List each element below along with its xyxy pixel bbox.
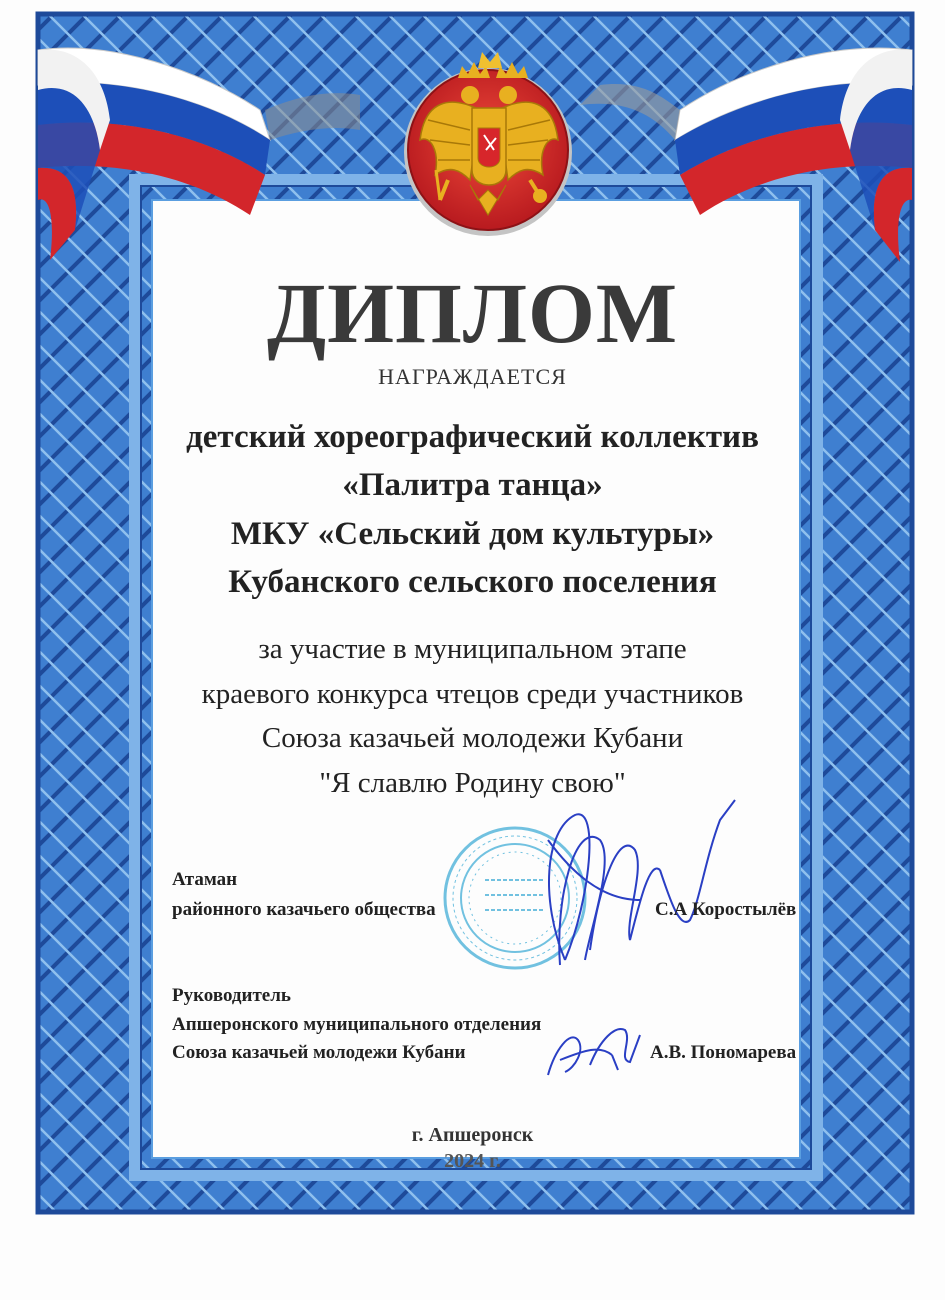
- signer-name: С.А Коростылёв: [655, 899, 797, 920]
- recipient-line: «Палитра танца»: [342, 467, 603, 503]
- reason-line: за участие в муниципальном этапе: [258, 633, 687, 665]
- awarded-label: НАГРАЖДАЕТСЯ: [378, 364, 567, 389]
- reason-line: Союза казачьей молодежи Кубани: [261, 722, 684, 754]
- signer-title-line: Союза казачьей молодежи Кубани: [172, 1042, 466, 1063]
- recipient-line: Кубанского сельского поселения: [228, 564, 717, 600]
- signer-title-line: Атаман: [172, 869, 238, 890]
- footer-city: г. Апшеронск: [411, 1124, 534, 1146]
- diploma-title: ДИПЛОМ: [266, 265, 679, 361]
- footer-year: 2024 г.: [444, 1150, 501, 1172]
- recipient-line: МКУ «Сельский дом культуры»: [230, 516, 715, 552]
- signer-title-line: районного казачьего общества: [172, 899, 436, 920]
- signer-title-line: Руководитель: [172, 985, 291, 1006]
- recipient-line: детский хореографический коллектив: [186, 419, 759, 455]
- reason-line: краевого конкурса чтецов среди участников: [201, 678, 744, 710]
- signer-name: А.В. Пономарева: [650, 1042, 797, 1063]
- signer-title-line: Апшеронского муниципального отделения: [172, 1014, 542, 1035]
- reason-line: "Я славлю Родину свою": [319, 767, 626, 799]
